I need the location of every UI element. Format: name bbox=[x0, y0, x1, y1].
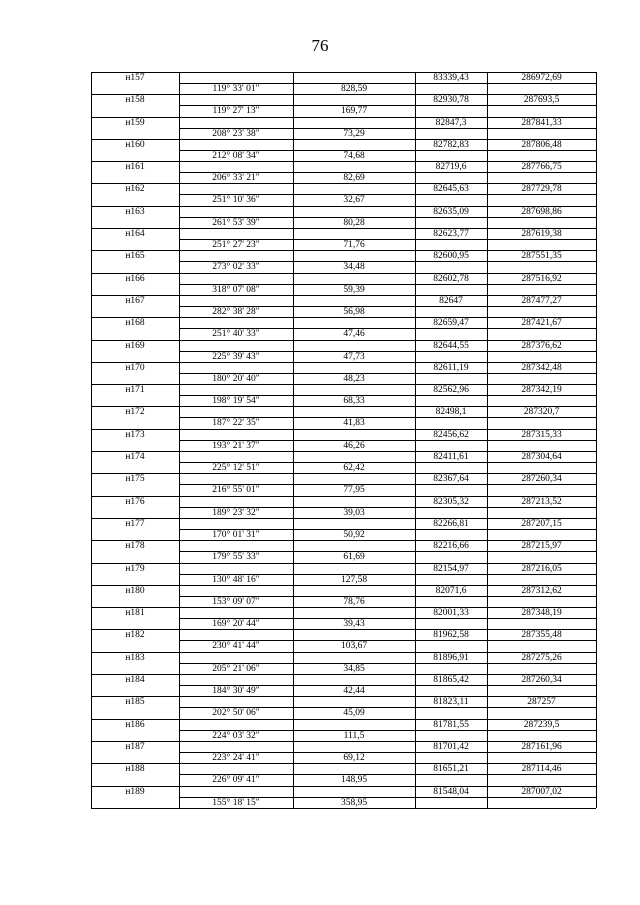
point-id: н162 bbox=[125, 184, 145, 195]
coordinate-y: 287239,5 bbox=[523, 719, 560, 730]
coordinate-x: 81548,04 bbox=[433, 786, 469, 797]
coordinate-y: 287215,97 bbox=[521, 541, 562, 552]
coordinate-y: 287698,86 bbox=[521, 206, 562, 217]
coordinate-y: 287729,78 bbox=[521, 184, 562, 195]
point-id: н172 bbox=[125, 407, 145, 418]
point-id: н157 bbox=[125, 73, 145, 83]
point-id: н163 bbox=[125, 206, 145, 217]
coordinate-x: 82611,19 bbox=[433, 362, 469, 373]
segment-length: 39,43 bbox=[343, 619, 365, 630]
coordinate-x: 81701,42 bbox=[433, 741, 469, 752]
coordinate-y: 287207,15 bbox=[521, 518, 562, 529]
segment-length: 47,73 bbox=[343, 351, 365, 362]
point-id: н181 bbox=[125, 608, 145, 619]
segment-length: 61,69 bbox=[343, 552, 365, 563]
point-id: н158 bbox=[125, 95, 145, 106]
point-id: н171 bbox=[125, 385, 145, 396]
coordinate-y: 287693,5 bbox=[523, 95, 560, 106]
column-divider bbox=[596, 674, 597, 696]
direction-angle: 251° 27' 23" bbox=[212, 240, 260, 251]
point-id: н185 bbox=[125, 697, 145, 708]
table-row bbox=[91, 607, 596, 629]
table-row bbox=[91, 273, 596, 295]
point-id: н174 bbox=[125, 452, 145, 463]
table-row bbox=[91, 696, 596, 718]
coordinate-x: 82600,95 bbox=[433, 251, 469, 262]
point-id: н182 bbox=[125, 630, 145, 641]
page-number: 76 bbox=[311, 36, 329, 55]
column-divider bbox=[596, 317, 597, 339]
coordinate-y: 287260,34 bbox=[521, 675, 562, 686]
direction-angle: 153° 09' 07" bbox=[212, 596, 260, 607]
column-divider bbox=[596, 72, 597, 94]
column-divider bbox=[596, 406, 597, 428]
segment-length: 73,29 bbox=[343, 128, 365, 139]
coordinate-y: 287348,19 bbox=[521, 608, 562, 619]
column-divider bbox=[596, 228, 597, 250]
point-id: н170 bbox=[125, 362, 145, 373]
column-divider bbox=[596, 161, 597, 183]
segment-length: 358,95 bbox=[340, 797, 368, 808]
segment-length: 62,42 bbox=[343, 463, 365, 474]
coordinate-x: 81865,42 bbox=[433, 675, 469, 686]
coordinate-x: 81896,91 bbox=[433, 652, 469, 663]
coordinate-x: 81823,11 bbox=[433, 697, 469, 708]
point-id: н177 bbox=[125, 518, 145, 529]
column-divider bbox=[596, 206, 597, 228]
point-id: н161 bbox=[125, 162, 145, 173]
coordinate-x: 82930,78 bbox=[433, 95, 469, 106]
coordinate-y: 287257 bbox=[527, 697, 556, 708]
segment-length: 111,5 bbox=[343, 730, 365, 741]
coordinate-x: 82001,33 bbox=[433, 608, 469, 619]
table-row bbox=[91, 674, 596, 696]
coordinate-x: 82216,66 bbox=[433, 541, 469, 552]
column-divider bbox=[596, 250, 597, 272]
segment-length: 32,67 bbox=[343, 195, 365, 206]
coordinate-x: 83339,43 bbox=[433, 73, 469, 83]
point-id: н168 bbox=[125, 318, 145, 329]
table-row bbox=[91, 117, 596, 139]
column-divider bbox=[596, 719, 597, 741]
segment-length: 41,83 bbox=[343, 418, 365, 429]
segment-length: 47,46 bbox=[343, 329, 365, 340]
column-divider bbox=[596, 340, 597, 362]
table-row bbox=[91, 295, 596, 317]
coordinate-y: 287304,64 bbox=[521, 452, 562, 463]
coordinate-y: 287213,52 bbox=[521, 496, 562, 507]
column-divider bbox=[596, 117, 597, 139]
table-row bbox=[91, 540, 596, 562]
column-divider bbox=[596, 183, 597, 205]
point-id: н179 bbox=[125, 563, 145, 574]
direction-angle: 216° 55' 01" bbox=[212, 485, 260, 496]
coordinate-y: 287766,75 bbox=[521, 162, 562, 173]
direction-angle: 226° 09' 41" bbox=[212, 775, 260, 786]
coordinate-y: 287841,33 bbox=[521, 117, 562, 128]
segment-length: 59,39 bbox=[343, 284, 365, 295]
coordinate-y: 287551,35 bbox=[521, 251, 562, 262]
point-id: н169 bbox=[125, 340, 145, 351]
column-divider bbox=[596, 629, 597, 651]
point-id: н165 bbox=[125, 251, 145, 262]
segment-length: 42,44 bbox=[343, 686, 365, 697]
direction-angle: 225° 12' 51" bbox=[212, 463, 260, 474]
direction-angle: 169° 20' 44" bbox=[212, 619, 260, 630]
table-row bbox=[91, 183, 596, 205]
coordinate-y: 287376,62 bbox=[521, 340, 562, 351]
table-row bbox=[91, 652, 596, 674]
segment-length: 39,03 bbox=[343, 507, 365, 518]
coordinate-y: 287421,67 bbox=[521, 318, 562, 329]
direction-angle: 282° 38' 28" bbox=[212, 306, 260, 317]
direction-angle: 130° 48' 16" bbox=[212, 574, 260, 585]
direction-angle: 273° 02' 33" bbox=[212, 262, 260, 273]
point-id: н186 bbox=[125, 719, 145, 730]
direction-angle: 230° 41' 44" bbox=[212, 641, 260, 652]
direction-angle: 318° 07' 08" bbox=[212, 284, 260, 295]
table-row bbox=[91, 719, 596, 741]
point-id: н159 bbox=[125, 117, 145, 128]
direction-angle: 208° 23' 38" bbox=[212, 128, 260, 139]
column-divider bbox=[596, 607, 597, 629]
coordinate-y: 287114,46 bbox=[521, 764, 562, 775]
coordinate-y: 287619,38 bbox=[521, 229, 562, 240]
direction-angle: 223° 24' 41" bbox=[212, 752, 260, 763]
coordinate-x: 82645,63 bbox=[433, 184, 469, 195]
column-divider bbox=[596, 540, 597, 562]
column-divider bbox=[596, 763, 597, 785]
segment-length: 169,77 bbox=[340, 106, 368, 117]
point-id: н187 bbox=[125, 741, 145, 752]
table-row bbox=[91, 139, 596, 161]
table-row bbox=[91, 763, 596, 785]
point-id: н184 bbox=[125, 675, 145, 686]
table-row bbox=[91, 585, 596, 607]
column-divider bbox=[596, 139, 597, 161]
point-id: н188 bbox=[125, 764, 145, 775]
table-row bbox=[91, 429, 596, 451]
direction-angle: 119° 33' 01" bbox=[212, 84, 260, 94]
table-row bbox=[91, 518, 596, 540]
direction-angle: 187° 22' 35" bbox=[212, 418, 260, 429]
column-divider bbox=[596, 652, 597, 674]
table-row bbox=[91, 161, 596, 183]
segment-length: 34,85 bbox=[343, 663, 365, 674]
point-id: н166 bbox=[125, 273, 145, 284]
coordinate-x: 82847,3 bbox=[435, 117, 467, 128]
direction-angle: 119° 27' 13" bbox=[212, 106, 260, 117]
table-row bbox=[91, 629, 596, 651]
segment-length: 80,28 bbox=[343, 217, 365, 228]
point-id: н164 bbox=[125, 229, 145, 240]
segment-length: 50,92 bbox=[343, 529, 365, 540]
direction-angle: 205° 21' 06" bbox=[212, 663, 260, 674]
direction-angle: 184° 30' 49" bbox=[212, 686, 260, 697]
coordinate-x: 81962,58 bbox=[433, 630, 469, 641]
table-bottom-border bbox=[91, 808, 596, 809]
coordinate-y: 287007,02 bbox=[521, 786, 562, 797]
segment-length: 74,68 bbox=[343, 150, 365, 161]
column-divider bbox=[596, 585, 597, 607]
coordinate-x: 82659,47 bbox=[433, 318, 469, 329]
coordinate-y: 287355,48 bbox=[521, 630, 562, 641]
coordinate-x: 82635,09 bbox=[433, 206, 469, 217]
coordinate-x: 82782,83 bbox=[433, 139, 469, 150]
coordinate-x: 82644,55 bbox=[433, 340, 469, 351]
point-id: н183 bbox=[125, 652, 145, 663]
direction-angle: 189° 23' 32" bbox=[212, 507, 260, 518]
direction-angle: 206° 33' 21" bbox=[212, 173, 260, 184]
coordinate-y: 287216,05 bbox=[521, 563, 562, 574]
column-divider bbox=[596, 384, 597, 406]
survey-table bbox=[91, 72, 596, 808]
coordinate-x: 82071,6 bbox=[435, 585, 467, 596]
column-divider bbox=[596, 696, 597, 718]
direction-angle: 155° 18' 15" bbox=[212, 797, 260, 808]
coordinate-x: 81651,21 bbox=[433, 764, 469, 775]
segment-length: 82,69 bbox=[343, 173, 365, 184]
coordinate-y: 286972,69 bbox=[521, 73, 562, 83]
coordinate-x: 82623,77 bbox=[433, 229, 469, 240]
segment-length: 45,09 bbox=[343, 708, 365, 719]
column-divider bbox=[596, 786, 597, 808]
direction-angle: 212° 08' 34" bbox=[212, 150, 260, 161]
direction-angle: 193° 21' 37" bbox=[212, 440, 260, 451]
coordinate-y: 287320,7 bbox=[523, 407, 560, 418]
direction-angle: 251° 40' 33" bbox=[212, 329, 260, 340]
table-row bbox=[91, 741, 596, 763]
coordinate-x: 81781,55 bbox=[433, 719, 469, 730]
column-divider bbox=[596, 94, 597, 116]
table-row bbox=[91, 228, 596, 250]
table-row bbox=[91, 563, 596, 585]
direction-angle: 251° 10' 36" bbox=[212, 195, 260, 206]
point-id: н176 bbox=[125, 496, 145, 507]
direction-angle: 261° 53' 39" bbox=[212, 217, 260, 228]
column-divider bbox=[596, 496, 597, 518]
table-row bbox=[91, 72, 596, 94]
coordinate-x: 82456,62 bbox=[433, 429, 469, 440]
segment-length: 127,58 bbox=[340, 574, 368, 585]
coordinate-y: 287342,19 bbox=[521, 385, 562, 396]
segment-length: 77,95 bbox=[343, 485, 365, 496]
segment-length: 78,76 bbox=[343, 596, 365, 607]
coordinate-y: 287312,62 bbox=[521, 585, 562, 596]
coordinate-y: 287315,33 bbox=[521, 429, 562, 440]
table-row bbox=[91, 362, 596, 384]
point-id: н175 bbox=[125, 474, 145, 485]
coordinate-x: 82266,81 bbox=[433, 518, 469, 529]
point-id: н178 bbox=[125, 541, 145, 552]
direction-angle: 225° 39' 43" bbox=[212, 351, 260, 362]
segment-length: 68,33 bbox=[343, 396, 365, 407]
direction-angle: 179° 55' 33" bbox=[212, 552, 260, 563]
table-row bbox=[91, 786, 596, 808]
table-row bbox=[91, 206, 596, 228]
direction-angle: 198° 19' 54" bbox=[212, 396, 260, 407]
column-divider bbox=[596, 451, 597, 473]
table-row bbox=[91, 406, 596, 428]
coordinate-y: 287806,48 bbox=[521, 139, 562, 150]
segment-length: 56,98 bbox=[343, 306, 365, 317]
segment-length: 69,12 bbox=[343, 752, 365, 763]
column-divider bbox=[596, 473, 597, 495]
coordinate-x: 82367,64 bbox=[433, 474, 469, 485]
column-divider bbox=[596, 273, 597, 295]
segment-length: 828,59 bbox=[340, 84, 368, 94]
segment-length: 71,76 bbox=[343, 240, 365, 251]
coordinate-x: 82562,96 bbox=[433, 385, 469, 396]
table-row bbox=[91, 317, 596, 339]
column-divider bbox=[596, 563, 597, 585]
coordinate-x: 82154,97 bbox=[433, 563, 469, 574]
table-row bbox=[91, 94, 596, 116]
coordinate-y: 287516,92 bbox=[521, 273, 562, 284]
coordinate-x: 82498,1 bbox=[435, 407, 467, 418]
coordinate-x: 82305,32 bbox=[433, 496, 469, 507]
segment-length: 46,26 bbox=[343, 440, 365, 451]
column-divider bbox=[596, 518, 597, 540]
table-row bbox=[91, 250, 596, 272]
coordinate-y: 287260,34 bbox=[521, 474, 562, 485]
column-divider bbox=[596, 362, 597, 384]
coordinate-x: 82602,78 bbox=[433, 273, 469, 284]
direction-angle: 202° 50' 06" bbox=[212, 708, 260, 719]
column-divider bbox=[596, 741, 597, 763]
segment-length: 34,48 bbox=[343, 262, 365, 273]
table-row bbox=[91, 340, 596, 362]
segment-length: 148,95 bbox=[340, 775, 368, 786]
coordinate-x: 82719,6 bbox=[435, 162, 467, 173]
coordinate-y: 287477,27 bbox=[521, 295, 562, 306]
point-id: н173 bbox=[125, 429, 145, 440]
table-row bbox=[91, 496, 596, 518]
direction-angle: 224° 03' 32" bbox=[212, 730, 260, 741]
coordinate-y: 287275,26 bbox=[521, 652, 562, 663]
table-row bbox=[91, 473, 596, 495]
segment-length: 103,67 bbox=[340, 641, 368, 652]
direction-angle: 180° 20' 40" bbox=[212, 373, 260, 384]
column-divider bbox=[596, 429, 597, 451]
direction-angle: 170° 01' 31" bbox=[212, 529, 260, 540]
table-row bbox=[91, 451, 596, 473]
column-divider bbox=[596, 295, 597, 317]
coordinate-x: 82411,61 bbox=[433, 452, 469, 463]
coordinate-y: 287161,96 bbox=[521, 741, 562, 752]
coordinate-y: 287342,48 bbox=[521, 362, 562, 373]
table-row bbox=[91, 384, 596, 406]
point-id: н160 bbox=[125, 139, 145, 150]
point-id: н167 bbox=[125, 295, 145, 306]
point-id: н180 bbox=[125, 585, 145, 596]
segment-length: 48,23 bbox=[343, 373, 365, 384]
point-id: н189 bbox=[125, 786, 145, 797]
coordinate-x: 82647 bbox=[439, 295, 463, 306]
